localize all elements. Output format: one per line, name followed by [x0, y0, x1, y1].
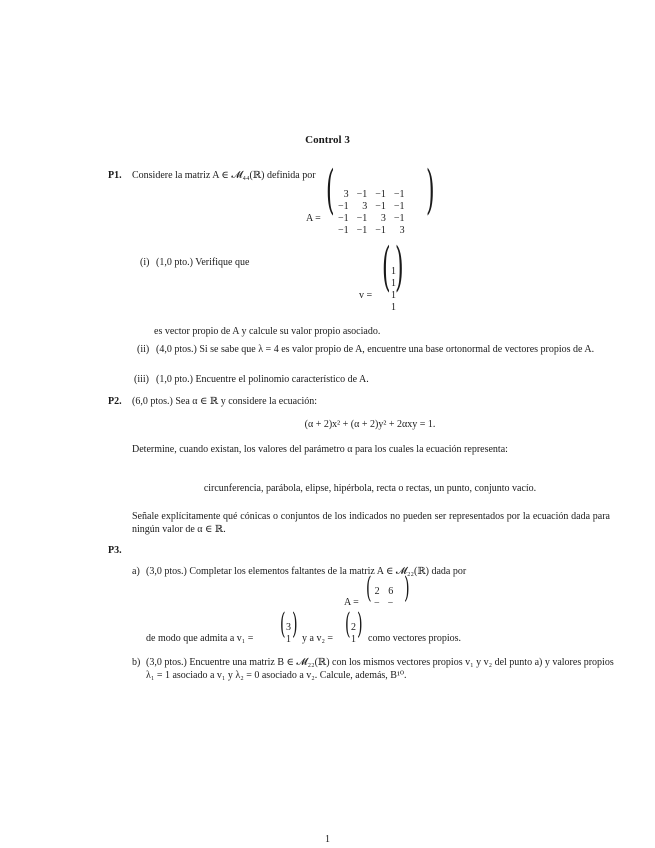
p2-closing: Señale explícitamente qué cónicas o conjuntos de los indicados no pueden ser representados por la ecuación dada para ningún valor de α ∈ ℝ.	[132, 511, 610, 535]
p3-mode-text-2: y a v₂ =	[302, 633, 334, 644]
p1-matrix-a-label: A =	[306, 213, 321, 224]
matrix-row	[334, 225, 409, 237]
vector-cell: 1	[391, 302, 396, 313]
p1-after-v: es vector propio de A y calcule su valor propio asociado.	[154, 326, 381, 337]
p2-intro: (6,0 ptos.) Sea α ∈ ℝ y considere la ecuación:	[132, 396, 318, 407]
left-paren-icon: (	[382, 237, 391, 298]
matrix-cell: 3	[343, 189, 349, 200]
matrix-cell: −1	[356, 189, 368, 200]
matrix-row	[334, 201, 409, 213]
p1-item-iii-text: (1,0 pto.) Encuentre el polinomio característico de A.	[156, 374, 369, 385]
matrix-row	[370, 586, 397, 598]
left-paren-icon: (	[280, 608, 286, 642]
right-paren-icon: )	[404, 572, 410, 606]
matrix-row	[370, 598, 397, 610]
p1-matrix-a-table	[334, 189, 409, 237]
matrix-cell: −1	[338, 225, 349, 236]
p1-label: P1.	[108, 170, 122, 181]
matrix-cell: −	[374, 598, 380, 609]
p3-b-label: b)	[132, 657, 141, 668]
p3-a-label: a)	[132, 566, 140, 577]
page-number: 1	[325, 834, 330, 845]
vector-cell: 1	[391, 290, 396, 301]
vector-cell: 1	[391, 278, 396, 289]
matrix-cell: −1	[356, 225, 368, 236]
p1-item-iii-num: (iii)	[134, 374, 149, 385]
p1-item-ii-text: (4,0 ptos.) Si se sabe que λ = 4 es valor propio de A, encuentre una base ortonormal de vectores propios de A.	[156, 344, 595, 355]
p1-item-i-num: (i)	[140, 257, 150, 268]
page-title: Control 3	[305, 134, 350, 146]
p1-item-i-text: (1,0 pto.) Verifique que	[156, 257, 250, 268]
p2-label: P2.	[108, 396, 122, 407]
matrix-cell: 3	[399, 225, 405, 236]
matrix-cell: −1	[393, 189, 405, 200]
p3-matrix-a-table	[370, 586, 397, 610]
right-paren-icon: )	[395, 237, 404, 298]
vector-cell: 1	[351, 634, 356, 645]
matrix-cell: −1	[375, 201, 386, 212]
right-paren-icon: )	[357, 608, 363, 642]
matrix-cell: −1	[375, 189, 386, 200]
p3-mode-text-3: como vectores propios.	[368, 633, 462, 644]
p3-label: P3.	[108, 545, 122, 556]
matrix-cell: −	[387, 598, 394, 609]
matrix-cell: 3	[362, 201, 368, 212]
matrix-cell: 3	[380, 213, 386, 224]
p1-item-ii-num: (ii)	[137, 344, 150, 355]
vector-cell: 1	[286, 634, 291, 645]
left-paren-icon: (	[345, 608, 351, 642]
matrix-cell: −1	[393, 201, 405, 212]
matrix-cell: 2	[374, 586, 380, 597]
p3-b-text: (3,0 ptos.) Encuentre una matriz B ∈ 𝓜₂₂(ℝ) con los mismos vectores propios v₁ y v₂ del punto a) y valores propios λ₁ = 1 asociado a v₁ y λ₂ = 0 asociado a v₂. Calcule, además, B¹⁰.	[146, 657, 614, 681]
vector-cell: 3	[286, 622, 291, 633]
p2-conics-list: circunferencia, parábola, elipse, hipérbola, recta o rectas, un punto, conjunto vacío.	[203, 483, 537, 494]
matrix-cell: −1	[375, 225, 386, 236]
left-paren-icon: (	[366, 572, 372, 606]
left-paren-icon: (	[326, 160, 335, 221]
p3-matrix-a-label: A =	[344, 597, 359, 608]
p2-equation: (α + 2)x² + (α + 2)y² + 2αxy = 1.	[304, 419, 436, 430]
vector-cell: 2	[351, 622, 356, 633]
matrix-cell: −1	[393, 213, 405, 224]
right-paren-icon: )	[292, 608, 298, 642]
matrix-cell: 6	[388, 586, 394, 597]
matrix-cell: −1	[356, 213, 368, 224]
p2-determine: Determine, cuando existan, los valores del parámetro α para los cuales la ecuación representa:	[132, 444, 508, 455]
p1-intro: Considere la matriz A ∈ 𝓜₄₄(ℝ) definida por	[132, 170, 316, 181]
matrix-row	[334, 189, 409, 201]
right-paren-icon: )	[426, 160, 435, 221]
p1-vector-v-label: v =	[359, 290, 373, 301]
matrix-row	[334, 213, 409, 225]
p3-mode-text-1: de modo que admita a v₁ =	[146, 633, 254, 644]
vector-row	[387, 302, 400, 314]
matrix-cell: −1	[338, 201, 349, 212]
matrix-cell: −1	[338, 213, 349, 224]
p3-a-text: (3,0 ptos.) Completar los elementos faltantes de la matriz A ∈ 𝓜₂₂(ℝ) dada por	[146, 566, 467, 577]
vector-cell: 1	[391, 266, 396, 277]
